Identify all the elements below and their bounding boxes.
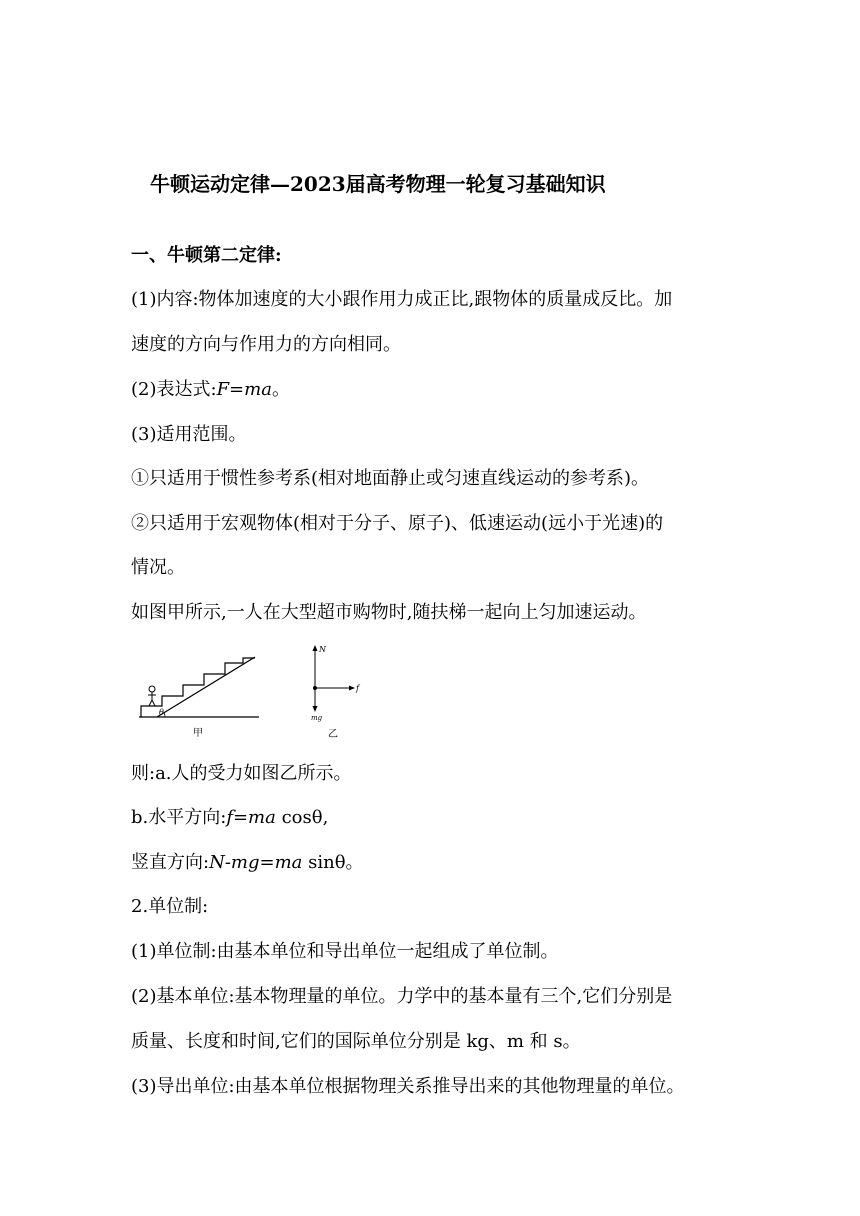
figure-svg — [135, 640, 375, 740]
force-n-label: N — [319, 645, 326, 654]
escalator-diagram — [139, 657, 259, 739]
angle-label: θ — [159, 708, 164, 717]
force-mg-label: mg — [311, 714, 323, 722]
text-line-2: 速度的方向与作用力的方向相同。 — [131, 334, 401, 355]
escalator-figure — [135, 640, 375, 740]
text-line-16: (3)导出单位:由基本单位根据物理关系推导出来的其他物理量的单位。 — [131, 1076, 685, 1097]
vertical-suffix: sinθ。 — [302, 852, 364, 873]
text-line-4: (3)适用范围。 — [131, 424, 247, 445]
text-line-5: ①只适用于惯性参考系(相对地面静止或匀速直线运动的参考系)。 — [131, 468, 650, 489]
force-f-label: f — [356, 684, 359, 693]
text-line-3 — [131, 378, 290, 402]
page-title: 牛顿运动定律—2023届高考物理一轮复习基础知识 — [150, 172, 606, 196]
expression-formula: F=ma — [216, 379, 272, 400]
horizontal-formula: f=ma — [226, 807, 276, 828]
text-line-14: (2)基本单位:基本物理量的单位。力学中的基本量有三个,它们分别是 — [131, 986, 673, 1007]
expression-label: (2)表达式: — [131, 379, 217, 400]
text-line-13: (1)单位制:由基本单位和导出单位一起组成了单位制。 — [131, 941, 559, 962]
text-line-11 — [131, 851, 364, 875]
horizontal-label: b.水平方向: — [131, 807, 227, 828]
person-icon — [148, 686, 156, 706]
vertical-label: 竖直方向: — [131, 852, 210, 873]
text-line-6: ②只适用于宏观物体(相对于分子、原子)、低速运动(远小于光速)的 — [131, 513, 664, 534]
text-line-15: 质量、长度和时间,它们的国际单位分别是 kg、m 和 s。 — [131, 1031, 581, 1052]
force-diagram — [311, 645, 361, 740]
text-line-9: 则:a.人的受力如图乙所示。 — [131, 763, 352, 784]
figure-label-yi: 乙 — [328, 729, 338, 740]
text-line-7: 情况。 — [131, 557, 185, 578]
expression-suffix: 。 — [271, 379, 290, 400]
vertical-formula: N-mg=ma — [209, 852, 303, 873]
text-line-12: 2.单位制: — [131, 896, 209, 917]
section-heading: 一、牛顿第二定律: — [131, 245, 282, 266]
text-line-1: (1)内容:物体加速度的大小跟作用力成正比,跟物体的质量成反比。加 — [131, 289, 673, 310]
horizontal-suffix: cosθ, — [275, 807, 329, 828]
figure-label-jia: 甲 — [193, 728, 203, 739]
text-line-8: 如图甲所示,一人在大型超市购物时,随扶梯一起向上匀加速运动。 — [131, 602, 647, 623]
text-line-10 — [131, 806, 328, 830]
